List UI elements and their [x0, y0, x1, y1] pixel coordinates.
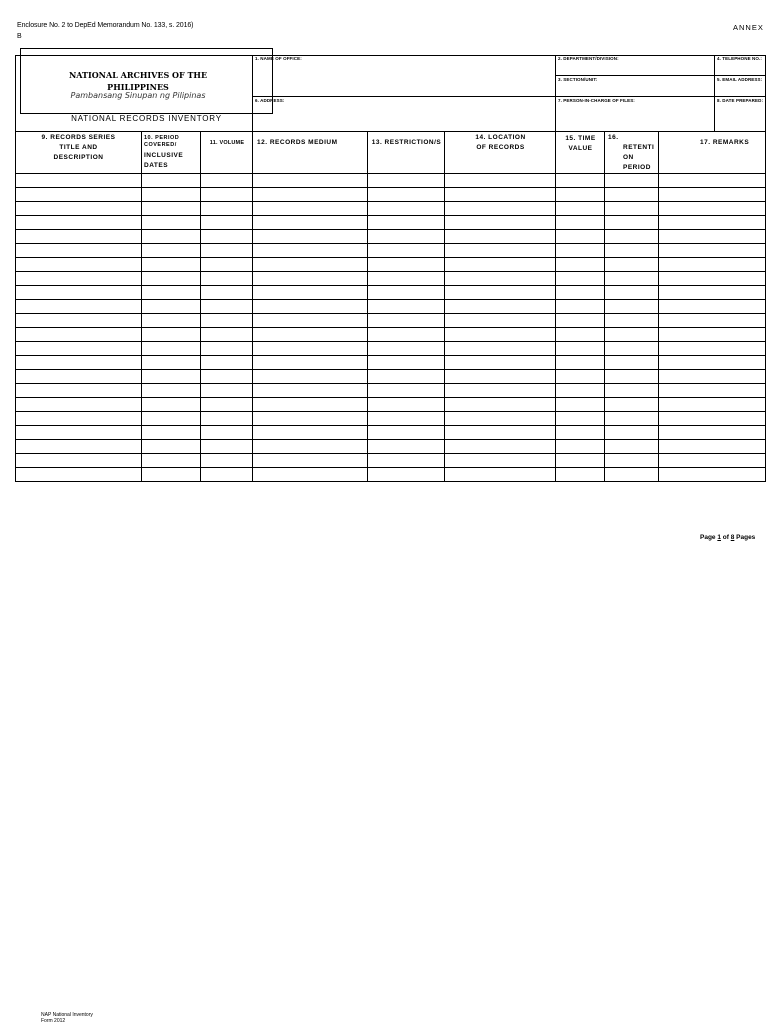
- table-row-line: [15, 201, 766, 202]
- table-column-divider: [444, 131, 445, 481]
- table-row-line: [15, 369, 766, 370]
- table-row-line: [15, 243, 766, 244]
- page-count: [700, 534, 755, 541]
- form-title: NATIONAL RECORDS INVENTORY: [71, 114, 222, 123]
- column-header-records-series: [17, 133, 140, 163]
- annex-label: ANNEX: [733, 23, 764, 32]
- table-row-line: [15, 453, 766, 454]
- table-column-divider: [367, 131, 368, 481]
- table-row-line: [15, 397, 766, 398]
- divider: [555, 96, 766, 97]
- column-header-records-medium: 12. RECORDS MEDIUM: [257, 139, 338, 146]
- divider: [15, 131, 766, 132]
- table-row-line: [15, 229, 766, 230]
- table-row-line: [15, 313, 766, 314]
- table-row-line: [15, 285, 766, 286]
- column-header-line: INCLUSIVE: [144, 152, 184, 159]
- table-row-line: [15, 467, 766, 468]
- table-row-line: [15, 355, 766, 356]
- column-header-location: [446, 133, 555, 153]
- column-header-line: TITLE AND: [59, 144, 98, 151]
- table-row-line: [15, 173, 766, 174]
- table-row-line: [15, 187, 766, 188]
- table-row-line: [15, 383, 766, 384]
- table-column-divider: [252, 131, 253, 481]
- column-header-remarks: 17. REMARKS: [700, 139, 750, 146]
- date-prepared-label: 8. DATE PREPARED:: [717, 98, 764, 103]
- table-row-line: [15, 299, 766, 300]
- table-column-divider: [141, 131, 142, 481]
- enclosure-reference: Enclosure No. 2 to DepEd Memorandum No. 133, s. 2016): [17, 22, 194, 29]
- column-header-line: 15. TIME: [565, 135, 596, 142]
- agency-name: [20, 69, 256, 93]
- footer-line2: Form 2012: [41, 1018, 66, 1024]
- total-pages-number: 8: [730, 534, 735, 541]
- agency-name-line1: NATIONAL ARCHIVES OF THE: [68, 70, 208, 80]
- table-row-line: [15, 327, 766, 328]
- column-header-volume: 11. VOLUME: [209, 140, 245, 146]
- divider: [714, 55, 715, 131]
- table-column-divider: [555, 131, 556, 481]
- agency-name-filipino: Pambansang Sinupan ng Pilipinas: [70, 91, 206, 100]
- table-row-line: [15, 439, 766, 440]
- column-header-retention-period: [608, 133, 658, 173]
- column-header-line: ON: [623, 154, 634, 161]
- current-page-number: 1: [717, 534, 721, 541]
- table-row-line: [15, 425, 766, 426]
- table-column-divider: [658, 131, 659, 481]
- divider: [252, 96, 555, 97]
- column-header-line: PERIOD: [623, 164, 651, 171]
- column-header-line: DESCRIPTION: [53, 154, 104, 161]
- divider: [555, 75, 766, 76]
- telephone-label: 4. TELEPHONE NO.:: [717, 56, 762, 61]
- table-row-line: [15, 411, 766, 412]
- column-header-line: 16.: [608, 134, 619, 141]
- footer-line1: NAP National Inventory: [41, 1012, 93, 1018]
- department-division-label: 2. DEPARTMENT/DIVISION:: [558, 56, 619, 61]
- name-of-office-label: 1. NAME OF OFFICE:: [255, 56, 302, 61]
- table-row-line: [15, 215, 766, 216]
- column-header-period-covered: [144, 135, 200, 169]
- page-count-prefix: Page: [700, 534, 718, 541]
- table-row-line: [15, 257, 766, 258]
- address-label: 6. ADDRESS:: [255, 98, 285, 103]
- column-header-line: COVERED/: [144, 142, 177, 148]
- column-header-line: 14. LOCATION: [475, 134, 526, 141]
- column-header-line: VALUE: [568, 145, 593, 152]
- page-count-middle: of: [720, 534, 731, 541]
- column-header-line: RETENTI: [623, 144, 655, 151]
- table-row-line: [15, 341, 766, 342]
- enclosure-suffix: B: [17, 33, 22, 40]
- table-row-line: [15, 271, 766, 272]
- person-in-charge-label: 7. PERSON-IN-CHARGE OF FILES:: [558, 98, 635, 103]
- email-label: 5. EMAIL ADDRESS:: [717, 77, 763, 82]
- form-footer: [41, 1012, 93, 1024]
- column-header-line: OF RECORDS: [476, 144, 525, 151]
- column-header-line: 10. PERIOD: [144, 135, 180, 141]
- table-column-divider: [200, 131, 201, 481]
- agency-name-line2: PHILIPPINES: [107, 82, 169, 92]
- table-column-divider: [604, 131, 605, 481]
- column-header-time-value: [557, 134, 604, 154]
- divider: [555, 55, 556, 131]
- section-unit-label: 3. SECTION/UNIT:: [558, 77, 598, 82]
- column-header-restrictions: 13. RESTRICTION/S: [371, 139, 442, 146]
- column-header-line: DATES: [144, 162, 169, 169]
- page-count-suffix: Pages: [734, 534, 756, 541]
- column-header-line: 9. RECORDS SERIES: [41, 134, 116, 141]
